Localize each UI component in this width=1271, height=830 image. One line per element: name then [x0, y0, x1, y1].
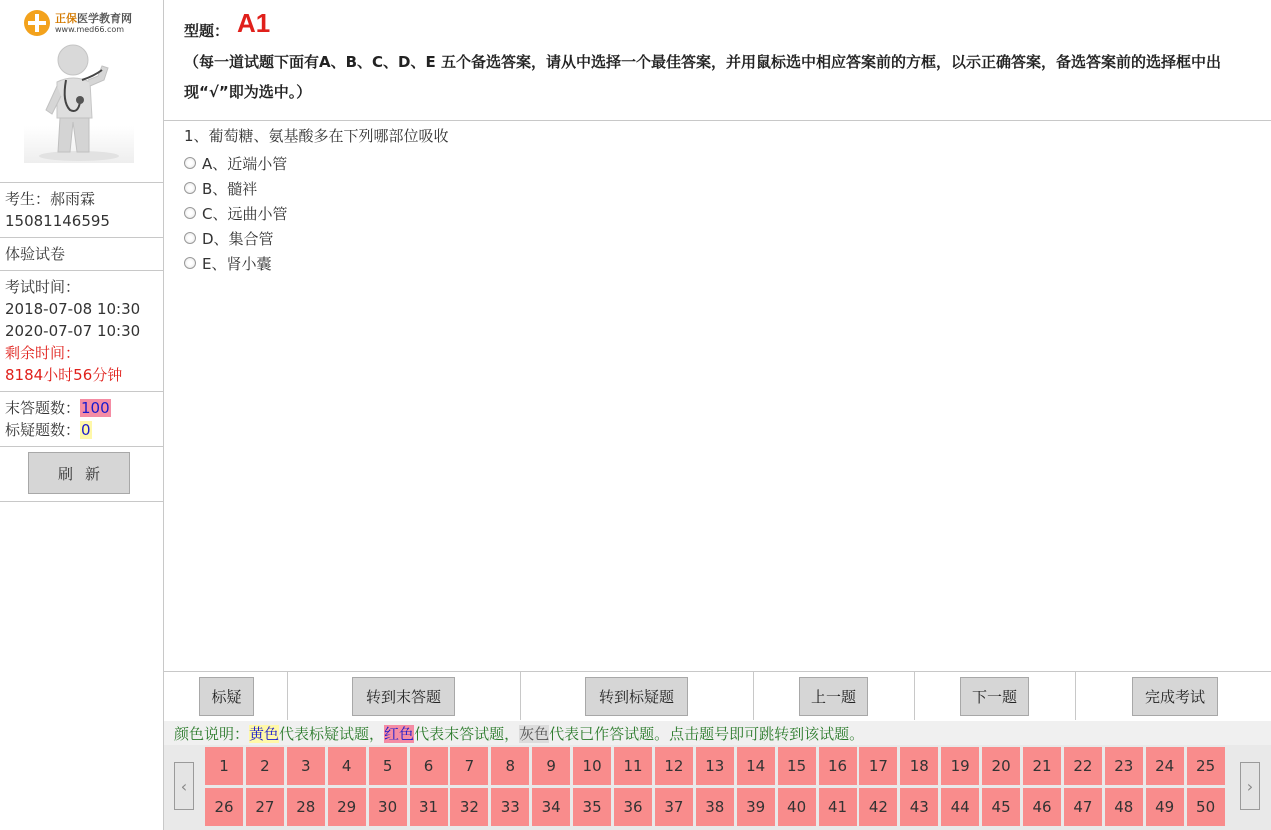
- instructions: （每一道试题下面有A、B、C、D、E 五个备选答案，请从中选择一个最佳答案，并用鼠标选中相应答案前的方框，以示正确答案，备选答案前的选择框中出现“√”即为选中。）: [184, 53, 1221, 101]
- finish-exam-button[interactable]: 完成考试: [1132, 677, 1218, 716]
- question-number-8[interactable]: 8: [491, 747, 529, 785]
- unanswered-count: 100: [81, 399, 110, 417]
- question-number-36[interactable]: 36: [614, 788, 652, 826]
- divider: [1075, 672, 1076, 720]
- flagged-count: 0: [81, 421, 91, 439]
- radio-button[interactable]: [184, 257, 196, 269]
- question-number-7[interactable]: 7: [450, 747, 488, 785]
- option-label: C、远曲小管: [202, 204, 288, 223]
- question-number-47[interactable]: 47: [1064, 788, 1102, 826]
- option-label: B、髓袢: [202, 179, 258, 198]
- divider: [0, 446, 164, 447]
- question-type-label: 型题：: [184, 22, 230, 40]
- question-number-45[interactable]: 45: [982, 788, 1020, 826]
- question-number-33[interactable]: 33: [491, 788, 529, 826]
- question-number-28[interactable]: 28: [287, 788, 325, 826]
- question-number-17[interactable]: 17: [859, 747, 897, 785]
- question-number-12[interactable]: 12: [655, 747, 693, 785]
- divider: [0, 501, 164, 502]
- divider: [753, 672, 754, 720]
- question-number-19[interactable]: 19: [941, 747, 979, 785]
- question-number-14[interactable]: 14: [737, 747, 775, 785]
- exam-end-time: 2020-07-07 10:30: [5, 322, 141, 340]
- question-number-11[interactable]: 11: [614, 747, 652, 785]
- question-number-3[interactable]: 3: [287, 747, 325, 785]
- legend-gray-desc: 代表已作答试题。点击题号即可跳转到该试题。: [549, 725, 865, 743]
- legend-gray: 灰色: [519, 725, 550, 743]
- option-label: A、近端小管: [202, 154, 288, 173]
- question-number-38[interactable]: 38: [696, 788, 734, 826]
- exam-time-label: 考试时间：: [5, 278, 81, 296]
- option-d[interactable]: [184, 227, 274, 249]
- question-number-26[interactable]: 26: [205, 788, 243, 826]
- flagged-row: [5, 419, 92, 441]
- logo-url: www.med66.com: [55, 25, 125, 34]
- unanswered-row: [5, 397, 111, 419]
- remaining-time-value: 8184小时56分钟: [5, 366, 123, 384]
- question-number-27[interactable]: 27: [246, 788, 284, 826]
- question-number-41[interactable]: 41: [819, 788, 857, 826]
- legend-yellow: 黄色: [249, 725, 280, 743]
- flag-button[interactable]: 标疑: [199, 677, 254, 716]
- question-number-39[interactable]: 39: [737, 788, 775, 826]
- question-number-40[interactable]: 40: [778, 788, 816, 826]
- logo: [24, 10, 136, 38]
- question-number-21[interactable]: 21: [1023, 747, 1061, 785]
- question-number-50[interactable]: 50: [1187, 788, 1225, 826]
- option-b[interactable]: [184, 177, 257, 199]
- legend-red: 红色: [384, 725, 415, 743]
- question-number-24[interactable]: 24: [1146, 747, 1184, 785]
- chevron-left-icon[interactable]: ‹: [174, 762, 194, 810]
- question-number-9[interactable]: 9: [532, 747, 570, 785]
- goto-flagged-button[interactable]: 转到标疑题: [585, 677, 688, 716]
- question-number-6[interactable]: 6: [410, 747, 448, 785]
- question-number-32[interactable]: 32: [450, 788, 488, 826]
- chevron-right-icon[interactable]: ›: [1240, 762, 1260, 810]
- radio-button[interactable]: [184, 232, 196, 244]
- question-number-5[interactable]: 5: [369, 747, 407, 785]
- radio-button[interactable]: [184, 182, 196, 194]
- question-number-31[interactable]: 31: [410, 788, 448, 826]
- candidate-id: 15081146595: [5, 212, 110, 230]
- question-type-value: A1: [237, 8, 271, 38]
- question-number-22[interactable]: 22: [1064, 747, 1102, 785]
- question-number-4[interactable]: 4: [328, 747, 366, 785]
- question-number-2[interactable]: 2: [246, 747, 284, 785]
- divider: [0, 391, 164, 392]
- logo-name-sub: 医学教育网: [77, 12, 132, 25]
- doctor-avatar-image: [24, 40, 134, 163]
- question-number-23[interactable]: 23: [1105, 747, 1143, 785]
- question-text: 1、葡萄糖、氨基酸多在下列哪部位吸收: [184, 127, 449, 145]
- legend-yellow-desc: 代表标疑试题，: [279, 725, 385, 743]
- question-number-25[interactable]: 25: [1187, 747, 1225, 785]
- question-number-16[interactable]: 16: [819, 747, 857, 785]
- sidebar: [0, 0, 164, 830]
- divider: [287, 672, 288, 720]
- divider: [520, 672, 521, 720]
- question-number-42[interactable]: 42: [859, 788, 897, 826]
- goto-unanswered-button[interactable]: 转到末答题: [352, 677, 455, 716]
- option-label: D、集合管: [202, 229, 274, 248]
- question-number-43[interactable]: 43: [900, 788, 938, 826]
- question-number-29[interactable]: 29: [328, 788, 366, 826]
- option-c[interactable]: [184, 202, 287, 224]
- question-number-48[interactable]: 48: [1105, 788, 1143, 826]
- question-number-13[interactable]: 13: [696, 747, 734, 785]
- legend-red-desc: 代表末答试题，: [414, 725, 520, 743]
- question-number-34[interactable]: 34: [532, 788, 570, 826]
- refresh-button[interactable]: 刷新: [28, 452, 130, 494]
- next-question-button[interactable]: 下一题: [960, 677, 1029, 716]
- question-number-44[interactable]: 44: [941, 788, 979, 826]
- divider: [164, 120, 1271, 121]
- divider: [0, 237, 164, 238]
- question-number-grid: [205, 747, 1228, 829]
- flagged-label: 标疑题数：: [5, 421, 81, 439]
- question-number-35[interactable]: 35: [573, 788, 611, 826]
- divider: [0, 182, 164, 183]
- question-number-15[interactable]: 15: [778, 747, 816, 785]
- previous-question-button[interactable]: 上一题: [799, 677, 868, 716]
- paper-name: 体验试卷: [5, 245, 66, 263]
- option-a[interactable]: [184, 152, 287, 174]
- legend-prefix: 颜色说明：: [174, 725, 250, 743]
- candidate-name: 考生：郝雨霖: [5, 190, 96, 208]
- divider: [164, 671, 1271, 672]
- radio-button[interactable]: [184, 207, 196, 219]
- question-number-1[interactable]: 1: [205, 747, 243, 785]
- logo-name: 正保: [55, 12, 77, 25]
- question-number-30[interactable]: 30: [369, 788, 407, 826]
- question-number-10[interactable]: 10: [573, 747, 611, 785]
- exam-start-time: 2018-07-08 10:30: [5, 300, 141, 318]
- remaining-time-label: 剩余时间：: [5, 344, 81, 362]
- divider: [914, 672, 915, 720]
- radio-button[interactable]: [184, 157, 196, 169]
- logo-cross-icon: [24, 10, 50, 36]
- unanswered-label: 末答题数：: [5, 399, 81, 417]
- question-number-20[interactable]: 20: [982, 747, 1020, 785]
- divider: [0, 270, 164, 271]
- color-legend: [174, 723, 864, 744]
- question-number-49[interactable]: 49: [1146, 788, 1184, 826]
- option-e[interactable]: [184, 252, 271, 274]
- question-number-37[interactable]: 37: [655, 788, 693, 826]
- option-label: E、肾小囊: [202, 254, 272, 273]
- question-number-46[interactable]: 46: [1023, 788, 1061, 826]
- question-number-18[interactable]: 18: [900, 747, 938, 785]
